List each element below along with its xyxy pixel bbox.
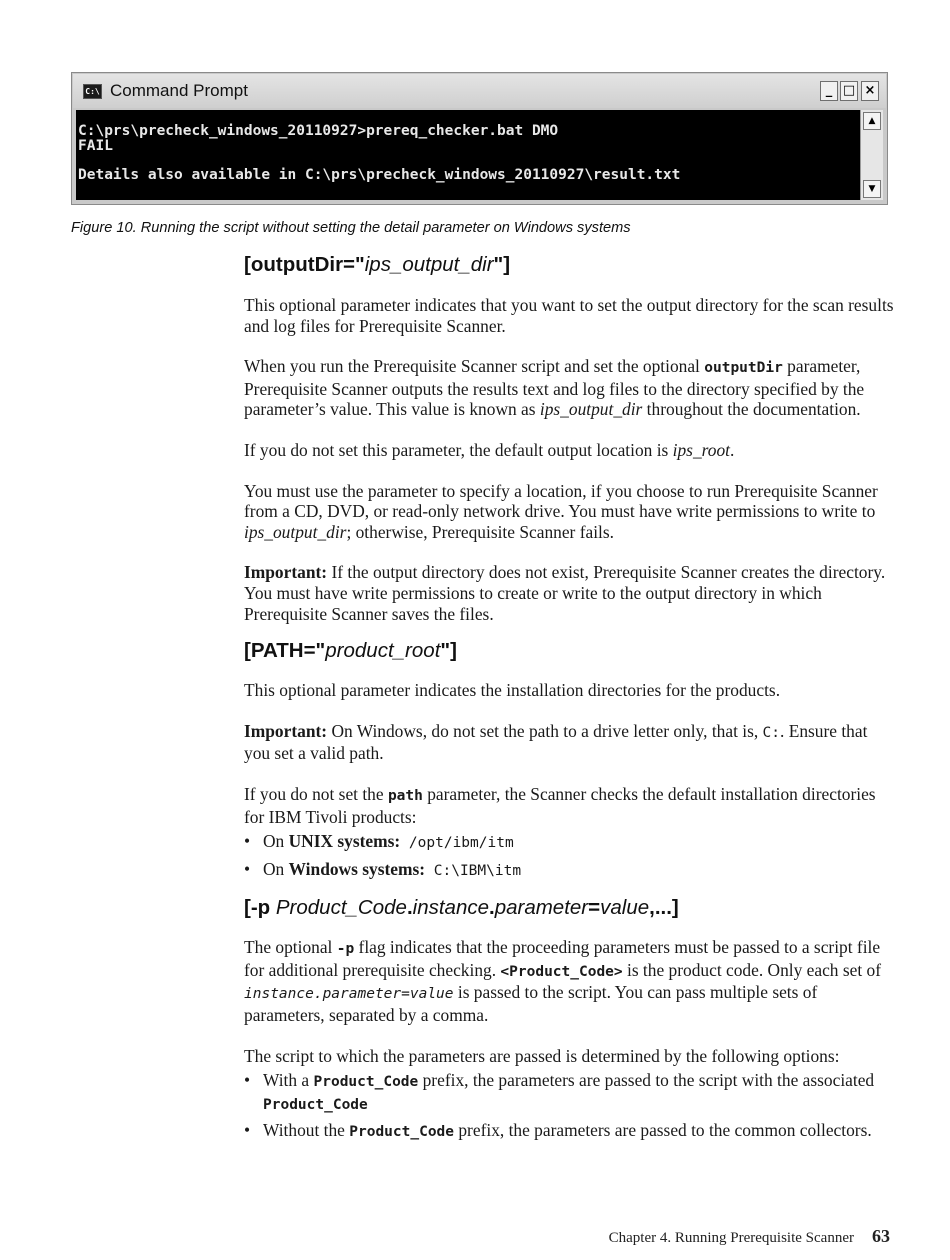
command-prompt-icon: C:\ (83, 84, 102, 99)
paragraph: If you do not set the path parameter, the Scanner checks the default installation directories for IBM Tivoli products: (244, 783, 876, 827)
paragraph: This optional parameter indicates the installation directories for the products. (244, 680, 781, 701)
options-list (244, 1070, 894, 1143)
console-blank-line (78, 153, 860, 168)
window-title: Command Prompt (110, 81, 248, 100)
list-item: • On UNIX systems: /opt/ibm/itm (244, 831, 514, 852)
heading-path: [PATH="product_root"] (244, 639, 457, 663)
maximize-button[interactable]: □ (840, 81, 858, 101)
scroll-up-arrow-icon[interactable]: ▲ (863, 112, 881, 130)
console-line: FAIL (78, 137, 113, 154)
figure-caption: Figure 10. Running the script without setting the detail parameter on Windows systems (71, 220, 631, 236)
paragraph: If you do not set this parameter, the default output location is ips_root. (244, 439, 735, 460)
default-paths-list (244, 831, 894, 881)
minimize-button[interactable]: _ (820, 81, 838, 101)
chapter-title: Chapter 4. Running Prerequisite Scanner (608, 1230, 854, 1246)
paragraph: The optional -p flag indicates that the proceeding parameters must be passed to a script file for additional prerequisite checking. <Product_Code> is the product code. Only each set of instance.parameter=value is passed to the script. You can pass multiple sets of parameters, separated by a comma. (244, 937, 882, 1026)
paragraph: This optional parameter indicates that you want to set the output directory for the scan results and log files for Prerequisite Scanner. (244, 295, 894, 336)
vertical-scrollbar[interactable] (860, 110, 883, 200)
paragraph: When you run the Prerequisite Scanner script and set the optional outputDir parameter, Prerequisite Scanner outputs the results text and log files to the directory specified by the parameter’s value. This value is known as ips_output_dir throughout the documentation. (244, 356, 865, 420)
list-item: • With a Product_Code prefix, the parameters are passed to the script with the associated Product_Code (244, 1070, 875, 1113)
document-body (244, 252, 894, 1143)
command-prompt-window (71, 72, 888, 205)
list-item: • Without the Product_Code prefix, the parameters are passed to the common collectors. (244, 1120, 872, 1141)
bullet-icon: • (244, 858, 251, 879)
console-line: C:\prs\precheck_windows_20110927>prereq_checker.bat DMO (78, 123, 559, 139)
heading-p-flag: [-p Product_Code.instance.parameter=value,...] (244, 896, 679, 920)
page-number: 63 (872, 1226, 890, 1246)
bullet-icon: • (244, 1070, 251, 1091)
console-output (76, 110, 860, 200)
window-titlebar (73, 74, 886, 108)
bullet-icon: • (244, 1120, 251, 1141)
bullet-icon: • (244, 831, 251, 852)
list-item: • On Windows systems: C:\IBM\itm (244, 858, 522, 879)
paragraph: The script to which the parameters are passed is determined by the following options: (244, 1045, 840, 1066)
heading-outputdir: [outputDir="ips_output_dir"] (244, 253, 511, 276)
paragraph: You must use the parameter to specify a location, if you choose to run Prerequisite Scanner from a CD, DVD, or read-only network drive. You must have write permissions to write to ips_output_dir; otherwise, Prerequisite Scanner fails. (244, 480, 878, 542)
close-button[interactable]: × (861, 81, 879, 101)
important-note: Important: If the output directory does not exist, Prerequisite Scanner creates the directory. You must have write permissions to create or write to the output directory in which Prerequisite Scanner saves the files. (244, 562, 886, 624)
scroll-down-arrow-icon[interactable]: ▼ (863, 180, 881, 198)
console-line: Details also available in C:\prs\precheck_windows_20110927\result.txt (78, 166, 681, 183)
page-footer (609, 1226, 890, 1247)
important-note: Important: On Windows, do not set the path to a drive letter only, that is, C:. Ensure that you set a valid path. (244, 720, 868, 764)
